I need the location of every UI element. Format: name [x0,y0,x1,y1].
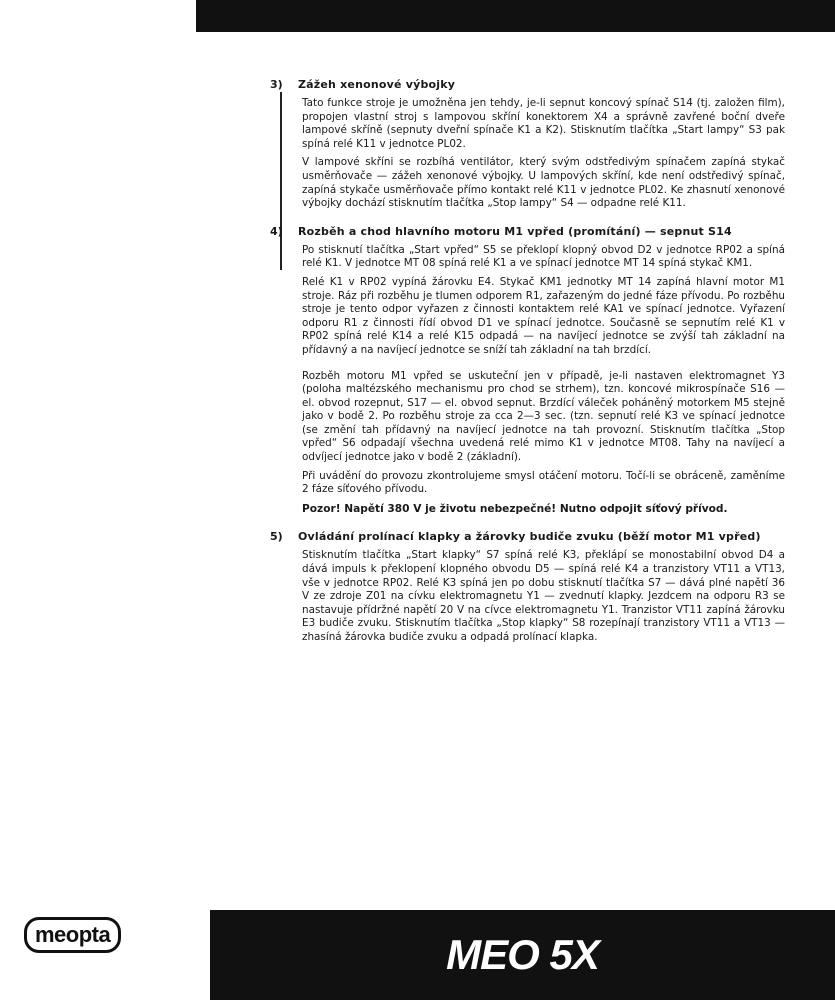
paragraph: Tato funkce stroje je umožněna jen tehdy, je-li sepnut koncový spínač S14 (tj. založen film), propojen vlastní stroj s lampovou skříní konektorem X4 a správně zavřené boční dveře lampové skříně (sepnuty dveřní spínače K1 a K2). Stisknutím tlačítka „Start lampy“ S3 pak spíná relé K11 v jednotce PL02. [302,97,785,150]
paragraph: V lampové skříni se rozbíhá ventilátor, který svým odstředivým spínačem zapíná stykač usměrňovače — zážeh xenonové výbojky. U lampových skříní, kde není odstředivý spínač, zapíná stykače usměrňovače přímo kontakt relé K11 v jednotce PL02. Ke zhasnutí xenonové výbojky dochází stisknutím tlačítka „Stop lampy“ S4 — odpadne relé K11. [302,156,785,210]
section-3 [270,78,785,211]
section-title: Ovládání prolínací klapky a žárovky budiče zvuku (běží motor M1 vpřed) [298,530,761,544]
paragraph: Rozběh motoru M1 vpřed se uskuteční jen v případě, je-li nastaven elektromagnet Y3 (poloha maltézského mechanismu pro chod se strhem), tzn. koncové mikrospínače S16 — el. obvod rozepnut, S17 — el. obvod sepnut. Brzdící váleček poháněný motorkem M5 stejně jako v bodě 2. Po rozběhu stroje za cca 2—3 sec. (tzn. sepnutí relé K3 ve spínací jednotce (se změní tah přídavný na navíjecí jednotce na tah provozní. Stisknutím tlačítka „Stop vpřed“ S6 odpadají všechna uvedená relé mimo K1 v jednotce MT08. Tahy na navíjecí a odvíjecí jednotce jako v bodě 2 (základní). [302,369,785,464]
safety-warning: Pozor! Napětí 380 V je životu nebezpečné! Nutno odpojit síťový přívod. [302,502,728,515]
top-black-band [196,0,835,32]
section-title: Zážeh xenonové výbojky [298,78,456,91]
section-number: 5) [270,530,283,544]
section-5 [270,530,785,644]
logo-text: meopta [35,922,111,947]
document-body [270,78,785,659]
paragraph: Při uvádění do provozu zkontrolujeme smysl otáčení motoru. Točí-li se obráceně, zaměníme 2 fáze síťového přívodu. [302,469,785,496]
section-title: Rozběh a chod hlavního motoru M1 vpřed (promítání) — sepnut S14 [298,224,732,238]
product-name: MEO 5X [446,931,599,978]
section-number: 3) [270,78,283,91]
section-number: 4) [270,224,283,238]
paragraph: Po stisknutí tlačítka „Start vpřed“ S5 se překlopí klopný obvod D2 v jednotce RP02 a spíná relé K1. V jednotce MT 08 spíná relé K1 a ve spínací jednotce MT 14 spíná stykač KM1. [302,243,785,270]
paragraph: Relé K1 v RP02 vypíná žárovku E4. Stykač KM1 jednotky MT 14 zapíná hlavní motor M1 stroje. Ráz při rozběhu je tlumen odporem R1, zařazeným do jedné fáze přívodu. Po rozběhu stroje je tento odpor vyřazen z činnosti kontaktem relé KA1 ve spínací jednotce. Vyřazení odporu R1 z činnosti řídí obvod D1 ve spínací jednotce. Současně se sepnutím relé K1 v RP02 spíná relé K14 a relé K15 odpadá — na navíjecí jednotce se zvýší tah základní na přídavný a na navíjecí jednotce se sníží tah základní na tah brzdící. [302,275,785,356]
paragraph: Stisknutím tlačítka „Start klapky“ S7 spíná relé K3, překlápí se monostabilní obvod D4 a dává impuls k překlopení klopného obvodu D5 — spíná relé K4 a tranzistory VT11 a VT13, vše v jednotce RP02. Relé K3 spíná jen po dobu stisknutí tlačítka S7 — dává plné napětí 36 V ze zdroje Z01 na cívku elektromagnetu Y1 — zvednutí klapky. Jezdcem na odporu R3 se nastavuje přídržné napětí 20 V na cívce elektromagnetu Y1. Tranzistor VT11 zapíná žárovku E3 budiče zvuku. Stisknutím tlačítka „Stop klapky“ S8 rozepínají tranzistory VT11 a VT13 — zhasíná žárovka budiče zvuku a odpadá prolínací klapka. [302,549,785,643]
meopta-logo [24,917,121,953]
bottom-black-band [210,910,835,1000]
section-4 [270,225,785,517]
